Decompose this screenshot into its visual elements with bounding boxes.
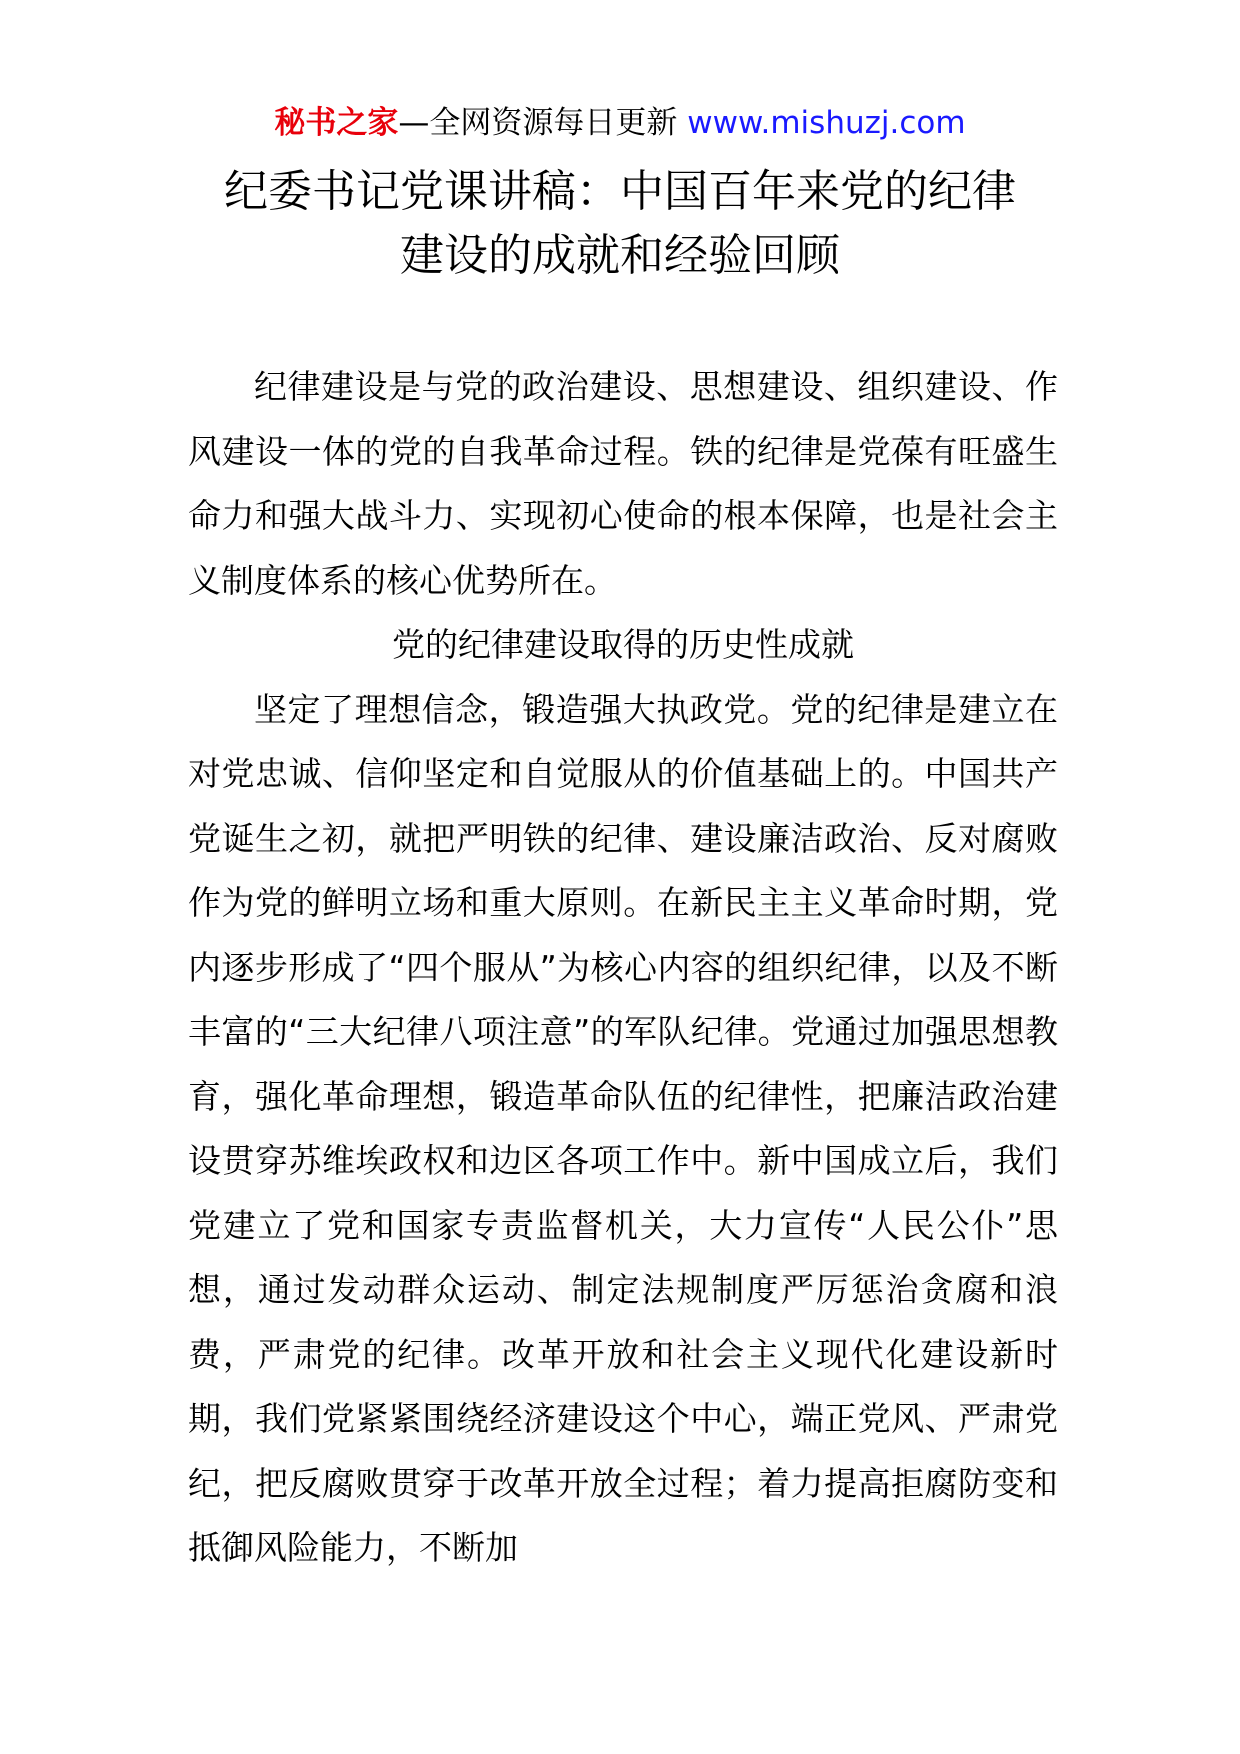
section-heading: 党的纪律建设取得的历史性成就 <box>392 625 854 664</box>
document-title <box>140 160 1100 288</box>
site-url-link[interactable]: www.mishuzj.com <box>687 105 966 141</box>
body-paragraph: 坚定了理想信念，锻造强大执政党。党的纪律是建立在对党忠诚、信仰坚定和自觉服从的价值基础上的。中国共产党诞生之初，就把严明铁的纪律、建设廉洁政治、反对腐败作为党的鲜明立场和重大原则。在新民主主义革命时期，党内逐步形成了“四个服从”为核心内容的组织纪律，以及不断丰富的“三大纪律八项注意”的军队纪律。党通过加强思想教育，强化革命理想，锻造革命队伍的纪律性，把廉洁政治建设贯穿苏维埃政权和边区各项工作中。新中国成立后，我们党建立了党和国家专责监督机关，大力宣传“人民公仆”思想，通过发动群众运动、制定法规制度严厉惩治贪腐和浪费，严肃党的纪律。改革开放和社会主义现代化建设新时期，我们党紧紧围绕经济建设这个中心，端正党风、严肃党纪，把反腐败贯穿于改革开放全过程；着力提高拒腐防变和抵御风险能力，不断加 <box>188 689 1058 1567</box>
title-line-1: 纪委书记党课讲稿：中国百年来党的纪律 <box>224 166 1016 217</box>
header-tagline: —全网资源每日更新 <box>398 105 678 141</box>
title-line-2: 建设的成就和经验回顾 <box>400 230 840 281</box>
document-body <box>188 355 1058 1581</box>
intro-paragraph: 纪律建设是与党的政治建设、思想建设、组织建设、作风建设一体的党的自我革命过程。铁的纪律是党葆有旺盛生命力和强大战斗力、实现初心使命的根本保障，也是社会主义制度体系的核心优势所在。 <box>188 367 1058 600</box>
brand-name: 秘书之家 <box>274 105 399 141</box>
site-header-banner <box>0 100 1240 146</box>
